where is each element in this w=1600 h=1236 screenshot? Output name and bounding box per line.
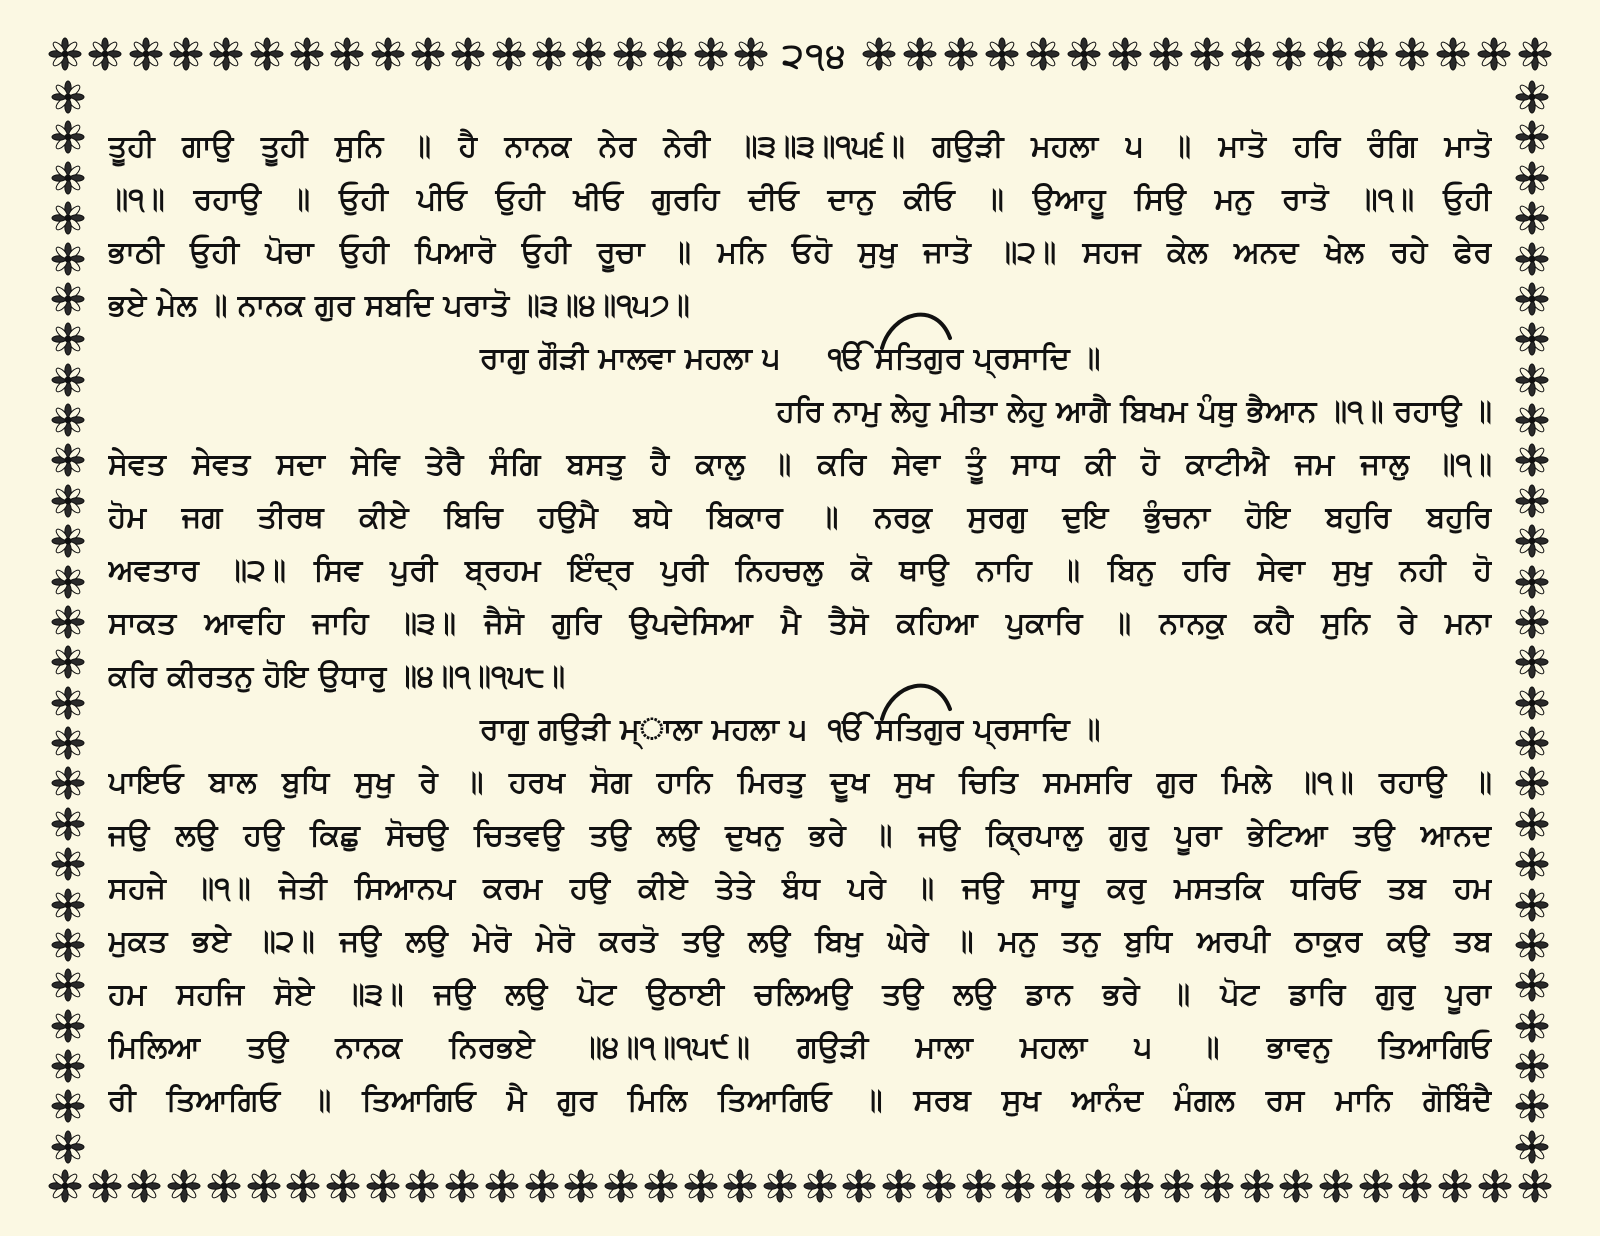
flower-ornament-icon: [167, 1169, 201, 1203]
flower-ornament-icon: [1477, 37, 1511, 71]
flower-ornament-icon: [1515, 1049, 1549, 1083]
flower-ornament-icon: [1515, 888, 1549, 922]
flower-ornament-icon: [572, 37, 606, 71]
flower-ornament-icon: [1190, 37, 1224, 71]
flower-ornament-icon: [613, 37, 647, 71]
flower-ornament-icon: [1515, 1009, 1549, 1043]
flower-ornament-icon: [1518, 37, 1552, 71]
verse-line: ਰੀ ਤਿਆਗਿਓ ॥ ਤਿਆਗਿਓ ਮੈ ਗੁਰ ਮਿਲਿ ਤਿਆਗਿਓ ॥ ਸਰਬ ਸੁਖ ਆਨੰਦ ਮੰਗਲ ਰਸ ਮਾਨਿ ਗੋਬਿੰਦੈ: [108, 1083, 1492, 1118]
flower-ornament-icon: [290, 37, 324, 71]
flower-ornament-icon: [127, 1169, 161, 1203]
flower-ornament-icon: [51, 605, 85, 639]
flower-ornament-icon: [1515, 766, 1549, 800]
flower-ornament-icon: [1515, 1130, 1549, 1164]
verse-line: ਮਿਲਿਆ ਤਉ ਨਾਨਕ ਨਿਰਭਏ ॥੪॥੧॥੧੫੯॥ ਗਉੜੀ ਮਾਲਾ ਮਹਲਾ ੫ ॥ ਭਾਵਨੁ ਤਿਆਗਿਓ: [108, 1030, 1492, 1065]
mool-mantar: ੴ ਸਤਿਗੁਰ ਪ੍ਰਸਾਦਿ ॥: [828, 712, 1101, 747]
flower-ornament-icon: [1515, 201, 1549, 235]
flower-ornament-icon: [684, 1169, 718, 1203]
flower-ornament-icon: [51, 766, 85, 800]
flower-ornament-icon: [1319, 1169, 1353, 1203]
flower-ornament-icon: [525, 1169, 559, 1203]
flower-ornament-icon: [1515, 161, 1549, 195]
flower-ornament-icon: [1081, 1169, 1115, 1203]
flower-ornament-icon: [1515, 968, 1549, 1002]
verse-line: ਤੂਹੀ ਗਾਉ ਤੂਹੀ ਸੁਨਿ ॥ ਹੈ ਨਾਨਕ ਨੇਰ ਨੇਰੀ ॥੩॥੩॥੧੫੬॥ ਗਉੜੀ ਮਹਲਾ ੫ ॥ ਮਾਤੋ ਹਰਿ ਰੰਗਿ ਮਾਤੋ: [108, 129, 1492, 164]
flower-ornament-icon: [51, 242, 85, 276]
flower-ornament-icon: [51, 1009, 85, 1043]
flower-ornament-icon: [1515, 282, 1549, 316]
flower-ornament-icon: [51, 80, 85, 114]
flower-ornament-icon: [51, 282, 85, 316]
flower-ornament-icon: [51, 968, 85, 1002]
flower-ornament-icon: [922, 1169, 956, 1203]
flower-ornament-icon: [48, 1169, 82, 1203]
section-heading: [108, 332, 1492, 385]
flower-ornament-icon: [51, 484, 85, 518]
flower-ornament-icon: [129, 37, 163, 71]
flower-ornament-icon: [51, 1130, 85, 1164]
verse-line: ਹੋਮ ਜਗ ਤੀਰਥ ਕੀਏ ਬਿਚਿ ਹਉਮੈ ਬਧੇ ਬਿਕਾਰ ॥ ਨਰਕੁ ਸੁਰਗੁ ਦੁਇ ਭੁੰਚਨਾ ਹੋਇ ਬਹੁਰਿ ਬਹੁਰਿ: [108, 500, 1492, 535]
ornamental-border-top-left: [48, 34, 768, 74]
flower-ornament-icon: [1518, 1169, 1552, 1203]
flower-ornament-icon: [1354, 37, 1388, 71]
page-number: ੨੧੪: [782, 36, 848, 76]
flower-ornament-icon: [763, 1169, 797, 1203]
flower-ornament-icon: [51, 363, 85, 397]
flower-ornament-icon: [51, 686, 85, 720]
flower-ornament-icon: [1438, 1169, 1472, 1203]
flower-ornament-icon: [1149, 37, 1183, 71]
flower-ornament-icon: [962, 1169, 996, 1203]
flower-ornament-icon: [1436, 37, 1470, 71]
flower-ornament-icon: [366, 1169, 400, 1203]
flower-ornament-icon: [1515, 807, 1549, 841]
verse-line: ਸਹਜੇ ॥੧॥ ਜੇਤੀ ਸਿਆਨਪ ਕਰਮ ਹਉ ਕੀਏ ਤੇਤੇ ਬੰਧ ਪਰੇ ॥ ਜਉ ਸਾਧੂ ਕਰੁ ਮਸਤਕਿ ਧਰਿਓ ਤਬ ਹਮ: [108, 871, 1492, 906]
flower-ornament-icon: [1395, 37, 1429, 71]
flower-ornament-icon: [51, 322, 85, 356]
verse-line: ਅਵਤਾਰ ॥੨॥ ਸਿਵ ਪੁਰੀ ਬ੍ਰਹਮ ਇੰਦ੍ਰ ਪੁਰੀ ਨਿਹਚਲੁ ਕੋ ਥਾਉ ਨਾਹਿ ॥ ਬਿਨੁ ਹਰਿ ਸੇਵਾ ਸੁਖੁ ਨਹੀ ਹੋ: [108, 553, 1492, 588]
flower-ornament-icon: [371, 37, 405, 71]
flower-ornament-icon: [1313, 37, 1347, 71]
flower-ornament-icon: [330, 37, 364, 71]
flower-ornament-icon: [250, 37, 284, 71]
flower-ornament-icon: [326, 1169, 360, 1203]
verse-line: ਭਏ ਮੇਲ ॥ ਨਾਨਕ ਗੁਰ ਸਬਦਿ ਪਰਾਤੋ ॥੩॥੪॥੧੫੭॥: [108, 288, 690, 323]
flower-ornament-icon: [51, 201, 85, 235]
flower-ornament-icon: [842, 1169, 876, 1203]
flower-ornament-icon: [1515, 847, 1549, 881]
flower-ornament-icon: [51, 524, 85, 558]
flower-ornament-icon: [1108, 37, 1142, 71]
flower-ornament-icon: [723, 1169, 757, 1203]
flower-ornament-icon: [1515, 242, 1549, 276]
flower-ornament-icon: [653, 37, 687, 71]
flower-ornament-icon: [51, 403, 85, 437]
flower-ornament-icon: [51, 807, 85, 841]
verse-line: ਭਾਠੀ ਓੁਹੀ ਪੋਚਾ ਓੁਹੀ ਪਿਆਰੋ ਓੁਹੀ ਰੂਚਾ ॥ ਮਨਿ ਓਹੋ ਸੁਖੁ ਜਾਤੋ ॥੨॥ ਸਹਜ ਕੇਲ ਅਨਦ ਖੇਲ ਰਹੇ ਫੇਰ: [108, 235, 1492, 270]
flower-ornament-icon: [1279, 1169, 1313, 1203]
verse-line: ਮੁਕਤ ਭਏ ॥੨॥ ਜਉ ਲਉ ਮੇਰੋ ਮੇਰੋ ਕਰਤੋ ਤਉ ਲਉ ਬਿਖੁ ਘੇਰੇ ॥ ਮਨੁ ਤਨੁ ਬੁਧਿ ਅਰਪੀ ਠਾਕੁਰ ਕਉ ਤਬ: [108, 924, 1492, 959]
flower-ornament-icon: [1515, 645, 1549, 679]
flower-ornament-icon: [1515, 605, 1549, 639]
verse-line: ਸਾਕਤ ਆਵਹਿ ਜਾਹਿ ॥੩॥ ਜੈਸੋ ਗੁਰਿ ਉਪਦੇਸਿਆ ਮੈ ਤੈਸੋ ਕਹਿਆ ਪੁਕਾਰਿ ॥ ਨਾਨਕੁ ਕਹੈ ਸੁਨਿ ਰੇ ਮਨਾ: [108, 606, 1492, 641]
flower-ornament-icon: [485, 1169, 519, 1203]
ornamental-border-bottom: [48, 1166, 1552, 1206]
verse-line: ਸੇਵਤ ਸੇਵਤ ਸਦਾ ਸੇਵਿ ਤੇਰੈ ਸੰਗਿ ਬਸਤੁ ਹੈ ਕਾਲੁ ॥ ਕਰਿ ਸੇਵਾ ਤੂੰ ਸਾਧ ਕੀ ਹੋ ਕਾਟੀਐ ਜਮ ਜਾਲੁ ॥੧॥: [108, 447, 1492, 482]
flower-ornament-icon: [985, 37, 1019, 71]
flower-ornament-icon: [1515, 1089, 1549, 1123]
flower-ornament-icon: [564, 1169, 598, 1203]
verse-line: ਪਾਇਓ ਬਾਲ ਬੁਧਿ ਸੁਖੁ ਰੇ ॥ ਹਰਖ ਸੋਗ ਹਾਨਿ ਮਿਰਤੁ ਦੂਖ ਸੁਖ ਚਿਤਿ ਸਮਸਰਿ ਗੁਰ ਮਿਲੇ ॥੧॥ ਰਹਾਉ ॥: [108, 765, 1492, 800]
ornamental-border-right: [1512, 80, 1552, 1164]
verse-line: ॥੧॥ ਰਹਾਉ ॥ ਓੁਹੀ ਪੀਓ ਓੁਹੀ ਖੀਓ ਗੁਰਹਿ ਦੀਓ ਦਾਨੁ ਕੀਓ ॥ ਉਆਹੂ ਸਿਉ ਮਨੁ ਰਾਤੋ ॥੧॥ ਓੁਹੀ: [108, 182, 1492, 217]
flower-ornament-icon: [51, 120, 85, 154]
verse-line: ਕਰਿ ਕੀਰਤਨੁ ਹੋਇ ਉਧਾਰੁ ॥੪॥੧॥੧੫੮॥: [108, 659, 566, 694]
ornamental-border-top-right: [862, 34, 1552, 74]
gurbani-text-block: [108, 120, 1492, 1127]
flower-ornament-icon: [48, 37, 82, 71]
flower-ornament-icon: [1515, 726, 1549, 760]
flower-ornament-icon: [694, 37, 728, 71]
flower-ornament-icon: [169, 37, 203, 71]
flower-ornament-icon: [1515, 443, 1549, 477]
flower-ornament-icon: [405, 1169, 439, 1203]
verse-line: ਹਰਿ ਨਾਮੁ ਲੇਹੁ ਮੀਤਾ ਲੇਹੁ ਆਗੈ ਬਿਖਮ ਪੰਥੁ ਭੈਆਨ ॥੧॥ ਰਹਾਉ ॥: [776, 394, 1492, 429]
flower-ornament-icon: [1160, 1169, 1194, 1203]
flower-ornament-icon: [51, 726, 85, 760]
flower-ornament-icon: [862, 37, 896, 71]
flower-ornament-icon: [51, 847, 85, 881]
mool-mantar: ੴ ਸਤਿਗੁਰ ਪ੍ਰਸਾਦਿ ॥: [828, 341, 1101, 376]
flower-ornament-icon: [532, 37, 566, 71]
flower-ornament-icon: [944, 37, 978, 71]
flower-ornament-icon: [247, 1169, 281, 1203]
flower-ornament-icon: [1478, 1169, 1512, 1203]
flower-ornament-icon: [51, 888, 85, 922]
flower-ornament-icon: [1515, 484, 1549, 518]
flower-ornament-icon: [1231, 37, 1265, 71]
flower-ornament-icon: [803, 1169, 837, 1203]
flower-ornament-icon: [604, 1169, 638, 1203]
flower-ornament-icon: [1067, 37, 1101, 71]
flower-ornament-icon: [1041, 1169, 1075, 1203]
flower-ornament-icon: [1515, 686, 1549, 720]
flower-ornament-icon: [51, 161, 85, 195]
verse-line: ਹਮ ਸਹਜਿ ਸੋਏ ॥੩॥ ਜਉ ਲਉ ਪੋਟ ਉਠਾਈ ਚਲਿਅਉ ਤਉ ਲਉ ਡਾਨ ਭਰੇ ॥ ਪੋਟ ਡਾਰਿ ਗੁਰੁ ਪੂਰਾ: [108, 977, 1492, 1012]
flower-ornament-icon: [1515, 928, 1549, 962]
flower-ornament-icon: [1515, 403, 1549, 437]
flower-ornament-icon: [644, 1169, 678, 1203]
flower-ornament-icon: [1240, 1169, 1274, 1203]
section-heading: [108, 703, 1492, 756]
flower-ornament-icon: [1359, 1169, 1393, 1203]
flower-ornament-icon: [88, 1169, 122, 1203]
flower-ornament-icon: [411, 37, 445, 71]
flower-ornament-icon: [734, 37, 768, 71]
flower-ornament-icon: [51, 443, 85, 477]
flower-ornament-icon: [492, 37, 526, 71]
flower-ornament-icon: [1200, 1169, 1234, 1203]
flower-ornament-icon: [88, 37, 122, 71]
flower-ornament-icon: [1515, 322, 1549, 356]
flower-ornament-icon: [1515, 363, 1549, 397]
flower-ornament-icon: [51, 565, 85, 599]
flower-ornament-icon: [51, 1049, 85, 1083]
verse-line: ਜਉ ਲਉ ਹਉ ਕਿਛੁ ਸੋਚਉ ਚਿਤਵਉ ਤਉ ਲਉ ਦੁਖਨੁ ਭਰੇ ॥ ਜਉ ਕ੍ਰਿਪਾਲੁ ਗੁਰੁ ਪੂਰਾ ਭੇਟਿਆ ਤਉ ਆਨਦ: [108, 818, 1492, 853]
flower-ornament-icon: [882, 1169, 916, 1203]
flower-ornament-icon: [451, 37, 485, 71]
flower-ornament-icon: [51, 928, 85, 962]
flower-ornament-icon: [445, 1169, 479, 1203]
flower-ornament-icon: [286, 1169, 320, 1203]
flower-ornament-icon: [1398, 1169, 1432, 1203]
flower-ornament-icon: [51, 645, 85, 679]
raag-heading: ਰਾਗੁ ਗਉੜੀ ਮ੍ਾਲਾ ਮਹਲਾ ੫: [480, 712, 807, 747]
flower-ornament-icon: [1001, 1169, 1035, 1203]
flower-ornament-icon: [1026, 37, 1060, 71]
raag-heading: ਰਾਗੁ ਗੌੜੀ ਮਾਲਵਾ ਮਹਲਾ ੫: [480, 341, 780, 376]
flower-ornament-icon: [1515, 565, 1549, 599]
flower-ornament-icon: [1120, 1169, 1154, 1203]
ornamental-border-left: [48, 80, 88, 1164]
flower-ornament-icon: [1515, 120, 1549, 154]
flower-ornament-icon: [209, 37, 243, 71]
flower-ornament-icon: [1515, 524, 1549, 558]
flower-ornament-icon: [51, 1089, 85, 1123]
flower-ornament-icon: [1515, 80, 1549, 114]
flower-ornament-icon: [903, 37, 937, 71]
flower-ornament-icon: [1272, 37, 1306, 71]
flower-ornament-icon: [207, 1169, 241, 1203]
